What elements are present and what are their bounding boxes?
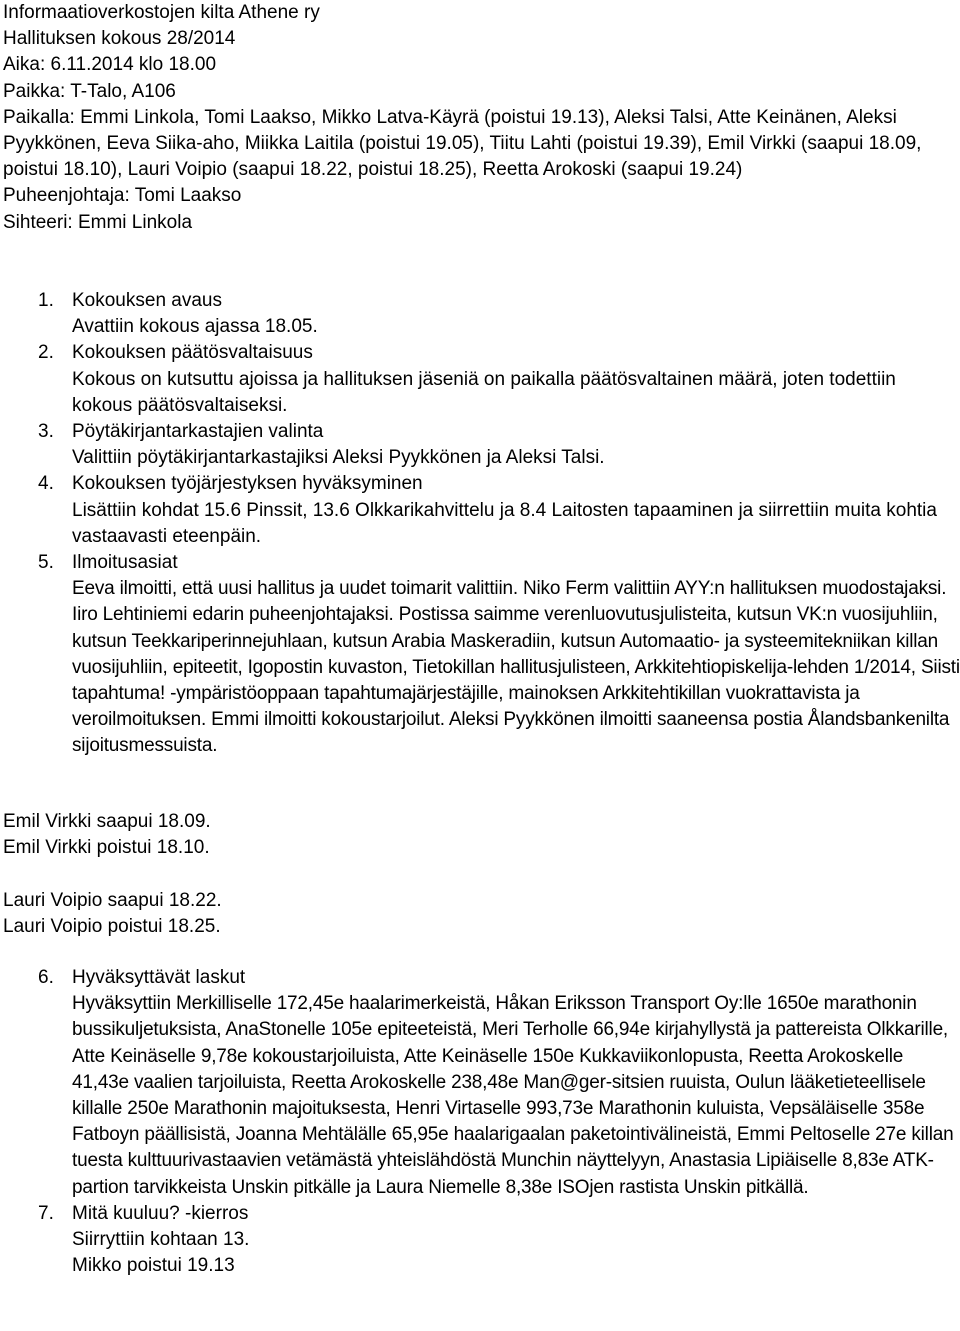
org-name: Informaatioverkostojen kilta Athene ry xyxy=(3,2,320,23)
spacer xyxy=(3,861,222,887)
item-title: Mitä kuuluu? -kierros xyxy=(72,1202,249,1224)
agenda-list xyxy=(38,288,960,760)
item-number: 5. xyxy=(38,552,54,574)
meeting-header xyxy=(3,0,960,236)
attendance-line: Lauri Voipio saapui 18.22. xyxy=(3,889,222,911)
attendance-line: Emil Virkki poistui 18.10. xyxy=(3,837,210,859)
item-text: Mikko poistui 19.13 xyxy=(72,1255,235,1277)
item-text: Siirryttiin kohtaan 13. xyxy=(72,1229,250,1251)
attendance-line: Emil Virkki saapui 18.09. xyxy=(3,811,211,832)
item-title: Kokouksen päätösvaltaisuus xyxy=(72,342,313,364)
item-text: Valittiin pöytäkirjantarkastajiksi Aleksi Pyykkönen ja Aleksi Talsi. xyxy=(72,447,605,469)
item-title: Pöytäkirjantarkastajien valinta xyxy=(72,421,324,443)
chairperson: Puheenjohtaja: Tomi Laakso xyxy=(3,185,242,207)
item-title: Kokouksen työjärjestyksen hyväksyminen xyxy=(72,473,423,495)
agenda-item-3 xyxy=(38,419,960,471)
secretary: Sihteeri: Emmi Linkola xyxy=(3,211,193,233)
item-text: Kokous on kutsuttu ajoissa ja hallituksen jäseniä on paikalla päätösvaltainen määrä, joten todettiin kokous päätösvaltaiseksi. xyxy=(72,368,896,416)
item-text: Avattiin kokous ajassa 18.05. xyxy=(72,316,318,338)
item-number: 3. xyxy=(38,421,54,443)
attendance-line: Lauri Voipio poistui 18.25. xyxy=(3,915,221,937)
item-number: 4. xyxy=(38,473,54,495)
item-title: Kokouksen avaus xyxy=(72,290,222,311)
item-number: 2. xyxy=(38,342,54,364)
agenda-item-6 xyxy=(38,965,960,1201)
item-number: 1. xyxy=(38,290,54,311)
meeting-place: Paikka: T-Talo, A106 xyxy=(3,80,176,102)
agenda-item-2 xyxy=(38,340,960,419)
item-number: 7. xyxy=(38,1202,54,1224)
item-title: Ilmoitusasiat xyxy=(72,552,178,574)
attendance-notes xyxy=(3,809,222,940)
attendees: Paikalla: Emmi Linkola, Tomi Laakso, Mikko Latva-Käyrä (poistui 19.13), Aleksi Talsi, Atte Keinänen, Aleksi Pyykkönen, Eeva Siika-aho, Miikka Laitila (poistui 19.05), Tiitu Lahti (poistui 19.39), Emil Virkki (saapui 18.09, poistui 18.10), Lauri Voipio (saapui 18.22, poistui 18.25), Reetta Arokoski (saapui 19.24) xyxy=(3,106,922,181)
item-text: Hyväksyttiin Merkilliselle 172,45e haalarimerkeistä, Håkan Eriksson Transport Oy:lle 1650e marathonin bussikuljetuksista, AnaStonelle 105e epiteeteistä, Meri Terholle 66,94e kirjahyllystä ja pattereista Olkkarille, Atte Keinäselle 9,78e kokoustarjoiluista, Atte Keinäselle 150e Kukkaviikonlopusta, Reetta Arokoskelle 41,43e vaalien tarjoiluista, Reetta Arokoskelle 238,48e Man@ger-sitsien ruuista, Oulun lääketieteellisele killalle 250e Marathonin majoituksesta, Henri Virtaselle 993,73e Marathonin kuluista, Vepsäläiselle 358e Fatboyn päällisistä, Joanna Mehtälälle 65,95e haalarigaalan paketointivälineistä, Emmi Peltoselle 27e killan tuesta kulttuurivastaavien vetämästä yhteislähdöstä Munchin näyttelyyn, Anastasia Lipiäiselle 8,83e ATK-partion tarvikkeista Unskin pitkälle ja Laura Niemelle 8,38e ISOjen rastista Unskin pitkällä. xyxy=(72,993,954,1198)
agenda-item-1 xyxy=(38,288,960,340)
agenda-item-4 xyxy=(38,471,960,550)
item-text: Eeva ilmoitti, että uusi hallitus ja uudet toimarit valittiin. Niko Ferm valittiin AYY:n hallituksen muodostajaksi. Iiro Lehtiniemi edarin puheenjohtajaksi. Postissa saimme verenluovutusjulisteita, kutsun VK:n vuosijuhliin, kutsun Teekkariperinnejuhlaan, kutsun Arabia Maskeradiin, kutsun Automaatio- ja systeemitekniikan killan vuosijuhliin, epiteetit, Igopostin kuvaston, Tietokillan hallitusjulisteen, Arkkitehtiopiskelija-lehden 1/2014, Siisti tapahtuma! -ympäristöoppaan tapahtumajärjestäjille, mainoksen Arkkitehtikillan vuokrattavista ja veroilmoituksen. Emmi ilmoitti kokoustarjoilut. Aleksi Pyykkönen ilmoitti saaneensa postia Ålandsbankenilta sijoitusmessuista. xyxy=(72,578,960,757)
item-text: Lisättiin kohdat 15.6 Pinssit, 13.6 Olkkarikahvittelu ja 8.4 Laitosten tapaaminen ja siirrettiin muita kohtia vastaavasti eteenpäin. xyxy=(72,499,937,547)
item-title: Hyväksyttävät laskut xyxy=(72,967,246,988)
agenda-item-5 xyxy=(38,550,960,760)
meeting-time: Aika: 6.11.2014 klo 18.00 xyxy=(3,54,217,76)
item-number: 6. xyxy=(38,967,54,988)
meeting-title: Hallituksen kokous 28/2014 xyxy=(3,28,236,50)
agenda-list-continued xyxy=(38,965,960,1279)
agenda-item-7 xyxy=(38,1201,960,1280)
